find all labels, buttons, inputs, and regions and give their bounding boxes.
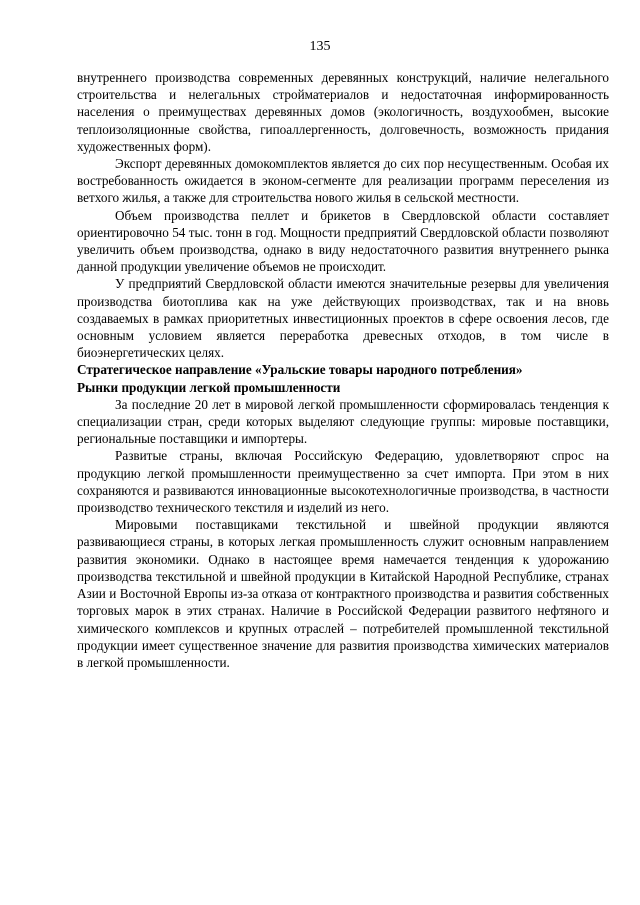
paragraph-wood-construction-factors: внутреннего производства современных деревянных конструкций, наличие нелегального строительства и нелегальных стройматериалов и недостаточная информированность населения о преимуществах деревянных домов (экологичность, воздухообмен, высокие теплоизоляционные свойства, гипоаллергенность, долговечность, возможность придания художественных форм). bbox=[77, 70, 609, 154]
page-number: 135 bbox=[309, 39, 331, 54]
paragraph-biofuel-reserves: У предприятий Свердловской области имеются значительные резервы для увеличения производства биотоплива как на уже действующих производствах, так и на вновь создаваемых в рамках приоритетных инвестиционных проектов в сфере освоения лесов, где основным условием является переработка древесных отходов, в том числе в биоэнергетических целях. bbox=[77, 276, 609, 361]
paragraph-pellet-production: Объем производства пеллет и брикетов в Свердловской области составляет ориентировочно 54 тыс. тонн в год. Мощности предприятий Свердловской области позволяют увеличить объем производства, однако в виду недостаточного развития внутреннего рынка данной продукции увеличение объемов не происходит. bbox=[77, 207, 609, 275]
paragraph-developed-countries-demand: Развитые страны, включая Российскую Федерацию, удовлетворяют спрос на продукцию легкой промышленности преимущественно за счет импорта. При этом в них сохраняются и развиваются инновационные высокотехнологичные производства, в частности производство технического текстиля и изделий из него. bbox=[77, 448, 609, 516]
document-body bbox=[77, 69, 609, 671]
paragraph-house-kit-export: Экспорт деревянных домокомплектов является до сих пор несущественным. Особая их востребованность ожидается в эконом-сегменте для реализации программ переселения из ветхого жилья, а также для строительства нового жилья в сельской местности. bbox=[77, 156, 609, 206]
paragraph-light-industry-specialization: За последние 20 лет в мировой легкой промышленности сформировалась тенденция к специализации стран, среди которых выделяют следующие группы: мировые поставщики, региональные поставщики и импортеры. bbox=[77, 396, 609, 447]
section-title: Рынки продукции легкой промышленности bbox=[77, 379, 341, 395]
paragraph-world-suppliers: Мировыми поставщиками текстильной и швейной продукции являются развивающиеся страны, в которых легкая промышленность служит основным направлением развития экономики. Однако в настоящее время намечается тенденция к удорожанию производства текстильной и швейной продукции в Китайской Народной Республике, странах Азии и Восточной Европы из-за отказа от контрактного производства и развития собственных торговых марок в этих странах. Наличие в Российской Федерации развитого нефтяного и химического комплексов и крупных отраслей – потребителей промышленной текстильной продукции имеет существенное значение для развития производства химических материалов в легкой промышленности. bbox=[77, 517, 609, 670]
strategic-direction-heading: Стратегическое направление «Уральские товары народного потребления» bbox=[77, 362, 523, 378]
